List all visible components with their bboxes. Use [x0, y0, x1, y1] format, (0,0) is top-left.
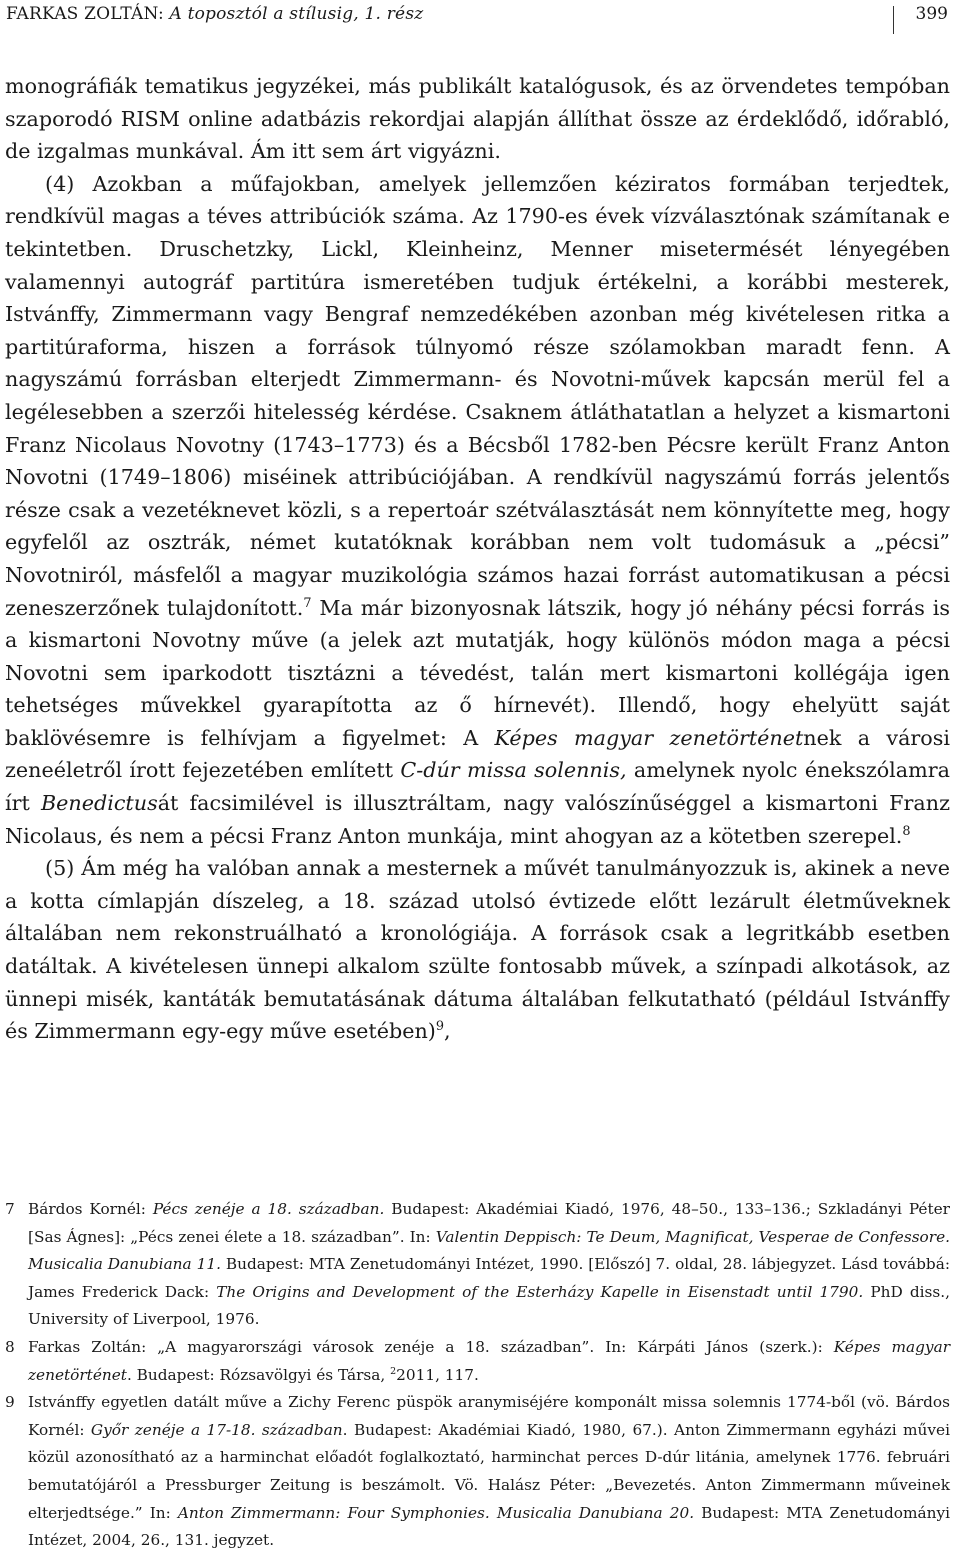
header-article-title: A toposztól a stílusig, 1. rész [169, 4, 424, 24]
p2-text-3: nek a városi zeneéletről írott fejezetében említett [5, 725, 950, 783]
fn-italic-part: The Origins and Development of the Esterházy Kapelle in Eisenstadt until 1790. [216, 1282, 864, 1301]
p2-italic-mass: C-dúr missa solennis, [400, 758, 627, 783]
p2-text-1: (4) Azokban a műfajokban, amelyek jellemzően kéziratos formában terjedtek, rendkívül magas a téves attribúciók száma. Az 1790-es évek vízválasztónak számítanak e tekintetben. Druschetzky, Lickl, Kleinheinz, Menner misetermését lényegében valamennyi autográf partitúra ismeretében tudjuk értékelni, a korábbi mesterek, Istvánffy, Zimmermann vagy Bengraf nemzedékében azonban még kivételesen ritka a partitúraforma, hiszen a források túlnyomó része szólamokban maradt fenn. A nagyszámú forrásban elterjedt Zimmermann- és Novotni-művek kapcsán merül fel a legélesebben a szerzői hitelesség kérdése. Csaknem átláthatatlan a helyzet a kismartoni Franz Nicolaus Novotny (1743–1773) és a Bécsből 1782-ben Pécsre került Franz Anton Novotni (1749–1806) miséinek attribúciójában. A rendkívül nagyszámú forrás jelentős része csak a vezetéknevet közli, s a repertoár szétválasztását nem könnyítette meg, hogy egyfelől az osztrák, német kutatóknak korábban nem volt tudomásuk a „pécsi” Novotniról, másfelől a magyar muzikológia számos hazai forrást automatikusan a pécsi zeneszerzőnek tulajdonított. [5, 171, 950, 620]
header-author: FARKAS ZOLTÁN: [6, 4, 164, 24]
p3-text-2: , [444, 1019, 451, 1044]
fn-italic-part: Pécs zenéje a 18. században. [152, 1200, 385, 1218]
fn-text-part: . Budapest: Rózsavölgyi és Társa, [126, 1365, 391, 1384]
fn-text-part: Budapest: MTA Zenetudományi Intézet, 2004, 26., 131. jegyzet. [28, 1503, 951, 1550]
edition-superscript: 2 [390, 1365, 397, 1377]
fn-text-part: Istvánffy egyetlen datált műve a Zichy Ferenc püspök aranymiséjére komponált missa solemnis 1774-ből (vö. Bárdos Kornél: [28, 1393, 950, 1439]
fn-italic-part: Képes magyar zenetörténet [28, 1337, 951, 1384]
footnote-8 [5, 1334, 950, 1389]
page-number: 399 [915, 4, 948, 24]
fn-italic-part: Győr zenéje a 17-18. században [90, 1420, 343, 1439]
fn-italic-part: Anton Zimmermann: Four Symphonies. Musicalia Danubiana 20. [177, 1503, 695, 1522]
footnote-ref-7[interactable]: 7 [303, 595, 312, 611]
main-text [5, 70, 950, 1048]
fn-text-part: PhD diss., University of Liverpool, 1976. [28, 1282, 950, 1329]
footnote-text [28, 1389, 950, 1555]
fn-text-part: Budapest: Akadémiai Kiadó, 1976, 48–50., 133–136.; Szkladányi Péter [Sas Ágnes]: „Pécs zenei élete a 18. században”. In: [28, 1200, 950, 1246]
paragraph-1: monográfiák tematikus jegyzékei, más publikált katalógusok, és az örvendetes tempóban szaporodó RISM online adatbázis rekordjai alapján állíthat össze az érdeklődő, időrabló, de izgalmas munkával. Ám itt sem árt vigyázni. [5, 74, 950, 164]
footnote-text [28, 1196, 950, 1334]
p2-text-4: amelynek nyolc énekszólamra írt [5, 758, 950, 816]
p3-text-1: (5) Ám még ha valóban annak a mesternek a művét tanulmányozzuk is, akinek a neve a kotta címlapján díszeleg, a 18. század utolsó évtizede előtt lezárult életműveknek általában nem rekonstruálható a kronológiája. A források csak a legritkább esetben datáltak. A kivételesen ünnepi alkalom szülte fontosabb művek, a színpadi alkotások, az ünnepi misék, kantáták bemutatásának dátuma általában felkutatható (például Istvánffy és Zimmermann egy-egy műve esetében) [5, 856, 950, 1044]
p2-text-2: Ma már bizonyosnak látszik, hogy jó néhány pécsi forrás is a kismartoni Novotny műve (a jelek azt mutatják, hogy különös módon maga a pécsi Novotni sem iparkodott tisztázni a tévedést, talán mert kismartoni kollégája igen tehetséges művekkel gyarapította az ő hírnevét). Illendő, hogy ehelyütt saját baklövésemre is felhívjam a figyelmet: A [5, 595, 950, 750]
fn-text-part: Budapest: MTA Zenetudományi Intézet, 1990. [Előszó] 7. oldal, 28. lábjegyzet. Lásd továbbá: James Frederick Dack: [28, 1255, 950, 1301]
running-head-title [6, 4, 423, 24]
fn-italic-part: Valentin Deppisch: Te Deum, Magnificat, Vesperae de Confessore. Musicalia Danubiana 11. [28, 1227, 950, 1274]
footnote-7 [5, 1196, 950, 1334]
footnote-number: 8 [5, 1337, 15, 1356]
fn-text-part: Farkas Zoltán: „A magyarországi városok zenéje a 18. században”. In: Kárpáti János (szerk.): [28, 1337, 834, 1356]
footnotes [5, 1196, 950, 1555]
p2-text-5: át facsimilével is illusztráltam, nagy valószínűséggel a kismartoni Franz Nicolaus, és nem a pécsi Franz Anton munkája, mint ahogyan az a kötetben szerepel. [5, 791, 950, 848]
header-divider [893, 6, 894, 34]
paragraph-3 [5, 852, 950, 1048]
fn-text-part: 2011, 117. [396, 1365, 479, 1384]
running-head [0, 4, 960, 36]
footnote-text [28, 1334, 950, 1389]
footnote-ref-8[interactable]: 8 [902, 823, 911, 839]
p2-italic-title: Képes magyar zenetörténet [494, 725, 804, 750]
paragraph-2 [5, 168, 950, 852]
fn-text-part: Bárdos Kornél: [28, 1200, 153, 1218]
fn-text-part: . Budapest: Akadémiai Kiadó, 1980, 67.). Anton Zimmermann egyházi művei közül azonosítható az a harminchat előadót foglalkoztató, harminchat perces D-dúr litánia, amelynek 1776. februári bemutatójáról a Pressburger Zeitung is beszámolt. Vö. Halász Péter: „Bevezetés. Anton Zimmermann műveinek elterjedtsége.” In: [28, 1420, 950, 1522]
footnote-9 [5, 1389, 950, 1555]
footnote-ref-9[interactable]: 9 [435, 1019, 445, 1035]
footnote-number: 9 [5, 1393, 15, 1412]
p2-italic-benedictus: Benedictus [40, 791, 158, 816]
footnote-number: 7 [5, 1200, 15, 1218]
